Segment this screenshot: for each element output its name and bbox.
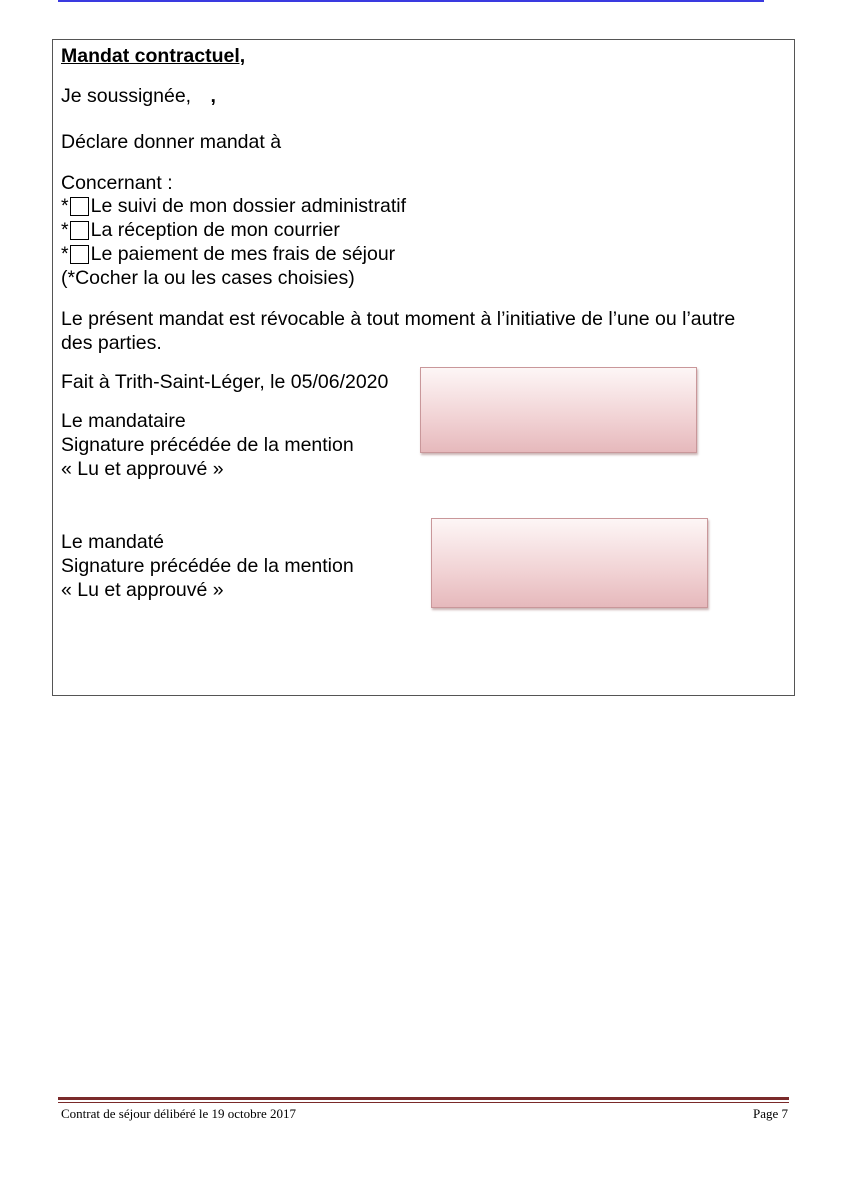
undersigned-line: [61, 84, 216, 108]
revocable-line-1: Le présent mandat est révocable à tout moment à l’initiative de l’une ou l’autre: [61, 308, 736, 330]
revocable-line-2: des parties.: [61, 332, 162, 354]
option-marker: *: [61, 219, 69, 241]
option-label: Le suivi de mon dossier administratif: [90, 195, 406, 217]
option-fees: [61, 242, 395, 266]
mandate-holder-signature-note: Signature précédée de la mention: [61, 555, 354, 577]
option-admin-file: [61, 194, 406, 218]
option-checkbox[interactable]: [70, 197, 89, 216]
mandataire-role: Le mandataire: [61, 410, 186, 432]
options-note: (*Cocher la ou les cases choisies): [61, 267, 355, 289]
option-label: Le paiement de mes frais de séjour: [90, 243, 396, 265]
footer-rule: [58, 1097, 789, 1100]
footer-page-number: Page 7: [752, 1106, 788, 1121]
undersigned-comma: ,: [210, 85, 216, 107]
mandate-title: Mandat contractuel,: [61, 45, 246, 67]
option-marker: *: [61, 195, 69, 217]
done-at-line: Fait à Trith-Saint-Léger, le 05/06/2020: [61, 371, 389, 393]
footer-rule-thin: [58, 1102, 789, 1103]
declares-line: Déclare donner mandat à: [61, 131, 282, 153]
mandate-holder-approval: « Lu et approuvé »: [61, 579, 224, 601]
undersigned-label: Je soussignée,: [61, 85, 192, 107]
option-checkbox[interactable]: [70, 221, 89, 240]
mandate-holder-signature-field[interactable]: [431, 518, 708, 608]
header-rule: [58, 0, 764, 2]
mandataire-signature-field[interactable]: [420, 367, 697, 453]
concerning-label: Concernant :: [61, 172, 173, 194]
option-checkbox[interactable]: [70, 245, 89, 264]
mandate-holder-role: Le mandaté: [61, 531, 164, 553]
option-label: La réception de mon courrier: [90, 219, 340, 241]
option-mail: [61, 218, 340, 242]
footer-contract-date: Contrat de séjour délibéré le 19 octobre 2017: [61, 1106, 297, 1121]
mandataire-signature-note: Signature précédée de la mention: [61, 434, 354, 456]
mandataire-approval: « Lu et approuvé »: [61, 458, 224, 480]
option-marker: *: [61, 243, 69, 265]
